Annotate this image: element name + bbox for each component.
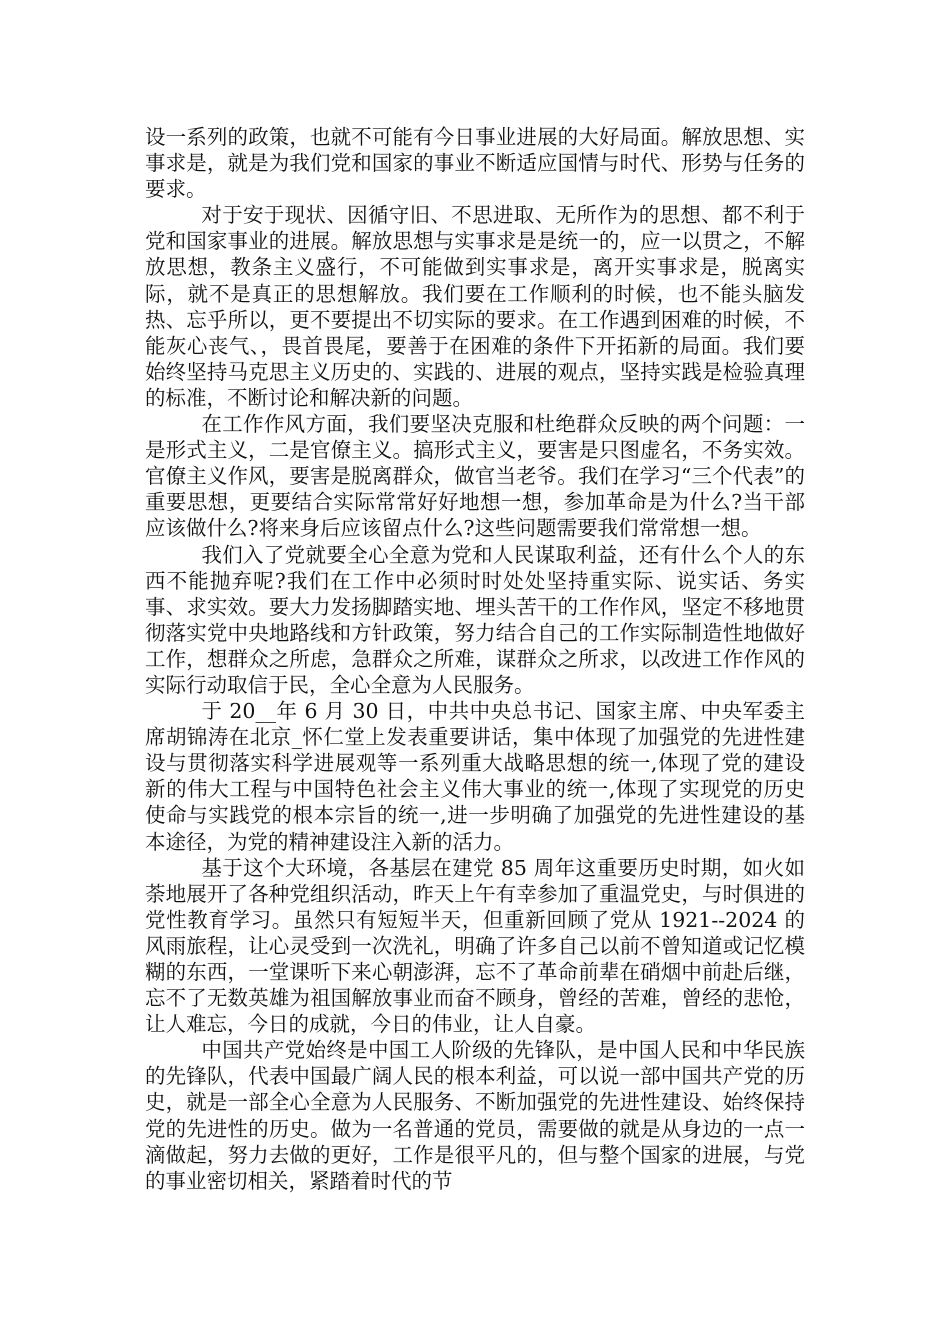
paragraph-3: 在工作作风方面，我们要坚决克服和杜绝群众反映的两个问题：一是形式主义，二是官僚主义。搞形式主义，要害是只图虚名，不务实效。官僚主义作风，要害是脱离群众，做官当老爷。我们在学习“三个代表”的重要思想，更要结合实际常常好好地想一想，参加革命是为什么?当干部应该做什么?将来身后应该留点什么?这些问题需要我们常常想一想。 (145, 412, 805, 541)
paragraph-5: 于 20__年 6 月 30 日，中共中央总书记、国家主席、中央军委主席胡锦涛在北京_怀仁堂上发表重要讲话，集中体现了加强党的先进性建设与贯彻落实科学进展观等一系列重大战略思想的统一,体现了党的建设新的伟大工程与中国特色社会主义伟大事业的统一,体现了实现党的历史使命与实践党的根本宗旨的统一,进一步明确了加强党的先进性建设的基本途径，为党的精神建设注入新的活力。 (145, 699, 805, 854)
paragraph-4: 我们入了党就要全心全意为党和人民谋取利益，还有什么个人的东西不能抛弃呢?我们在工作中必须时时处处坚持重实际、说实话、务实事、求实效。要大力发扬脚踏实地、埋头苦干的工作作风，坚定不移地贯彻落实党中央地路线和方针政策，努力结合自己的工作实际制造性地做好工作，想群众之所虑，急群众之所难，谋群众之所求，以改进工作作风的实际行动取信于民，全心全意为人民服务。 (145, 542, 805, 697)
paragraph-7: 中国共产党始终是中国工人阶级的先锋队，是中国人民和中华民族的先锋队，代表中国最广阔人民的根本利益，可以说一部中国共产党的历史，就是一部全心全意为人民服务、不断加强党的先进性建设、始终保持党的先进性的历史。做为一名普通的党员，需要做的就是从身边的一点一滴做起，努力去做的更好，工作是很平凡的，但与整个国家的进展，与党的事业密切相关，紧踏着时代的节 (145, 1038, 805, 1193)
paragraph-6: 基于这个大环境，各基层在建党 85 周年这重要历史时期，如火如荼地展开了各种党组织活动，昨天上午有幸参加了重温党史，与时俱进的党性教育学习。虽然只有短短半天，但重新回顾了党从 1921--2024 的风雨旅程，让心灵受到一次洗礼，明确了许多自己以前不曾知道或记忆模糊的东西，一堂课听下来心朝澎湃，忘不了革命前辈在硝烟中前赴后继，忘不了无数英雄为祖国解放事业而奋不顾身，曾经的苦难，曾经的悲怆，让人难忘，今日的成就，今日的伟业，让人自豪。 (145, 855, 805, 1037)
paragraph-2: 对于安于现状、因循守旧、不思进取、无所作为的思想、都不利于党和国家事业的进展。解放思想与实事求是是统一的，应一以贯之，不解放思想，教条主义盛行，不可能做到实事求是，离开实事求是，脱离实际，就不是真正的思想解放。我们要在工作顺利的时候，也不能头脑发热、忘乎所以，更不要提出不切实际的要求。在工作遇到困难的时候，不能灰心丧气、，畏首畏尾，要善于在困难的条件下开拓新的局面。我们要始终坚持马克思主义历史的、实践的、进展的观点，坚持实践是检验真理的标准，不断讨论和解决新的问题。 (145, 203, 805, 410)
document-page (145, 124, 805, 1194)
paragraph-1: 设一系列的政策，也就不可能有今日事业进展的大好局面。解放思想、实事求是，就是为我们党和国家的事业不断适应国情与时代、形势与任务的要求。 (145, 125, 805, 202)
